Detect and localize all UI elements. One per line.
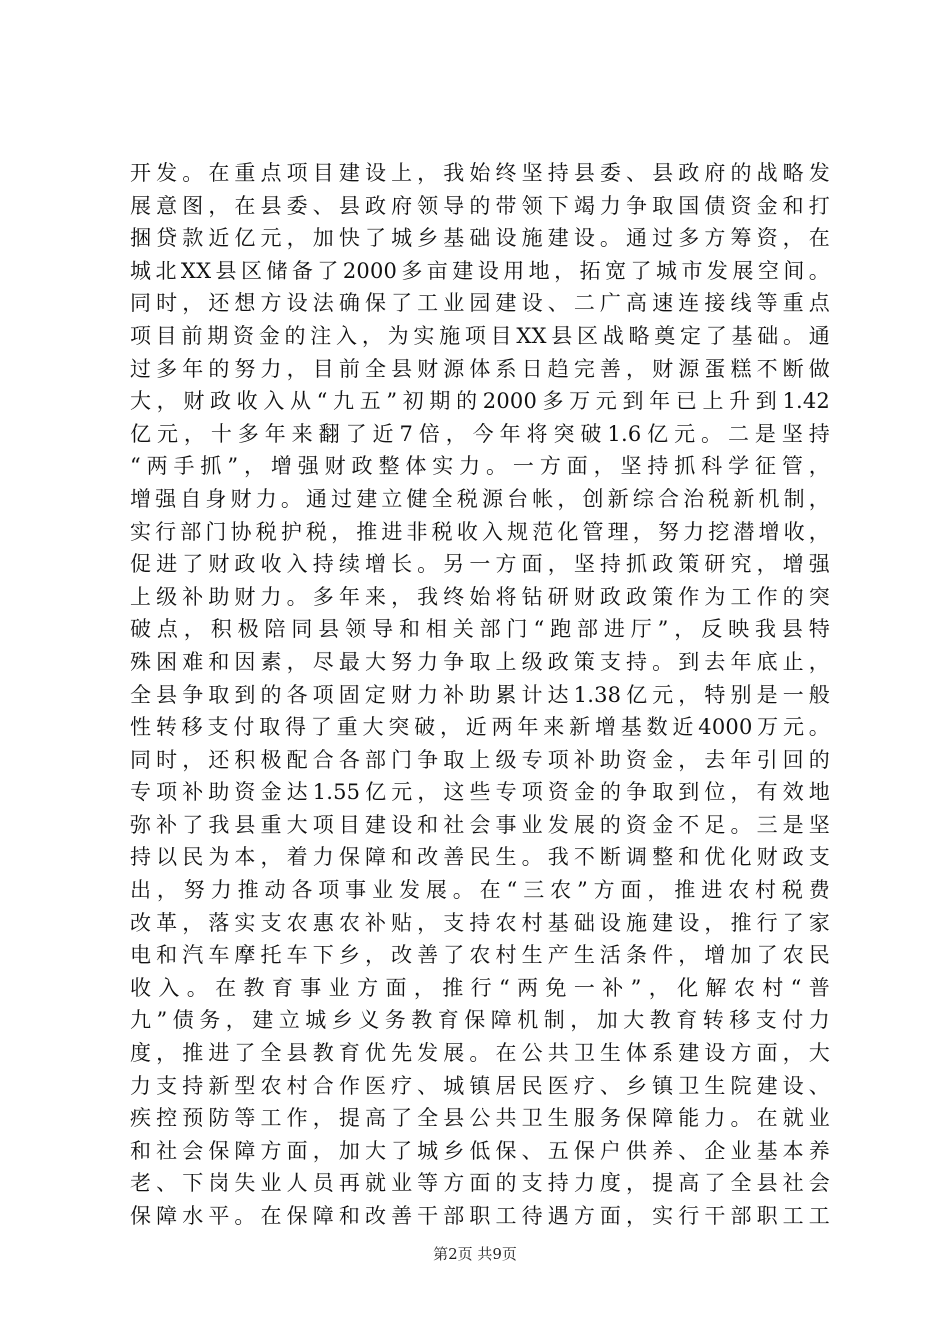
- text-line: 同时，还积极配合各部门争取上级专项补助资金，去年引回的: [130, 747, 830, 772]
- body-text: [130, 157, 830, 1233]
- text-line: 改革，落实支农惠农补贴，支持农村基础设施建设，推行了家: [130, 910, 830, 935]
- text-line: 破点，积极陪同县领导和相关部门“跑部进厅”，反映我县特: [130, 617, 830, 642]
- text-line: 专项补助资金达1.55亿元，这些专项资金的争取到位，有效地: [130, 780, 830, 805]
- text-line: 同时，还想方设法确保了工业园建设、二广高速连接线等重点: [130, 291, 830, 316]
- text-line: 弥补了我县重大项目建设和社会事业发展的资金不足。三是坚: [130, 812, 830, 837]
- text-line: 殊困难和因素，尽最大努力争取上级政策支持。到去年底止，: [130, 649, 830, 674]
- text-line: 性转移支付取得了重大突破，近两年来新增基数近4000万元。: [130, 715, 830, 740]
- text-line: 开发。在重点项目建设上，我始终坚持县委、县政府的战略发: [130, 161, 830, 185]
- text-line: 收入。在教育事业方面，推行“两免一补”，化解农村“普: [130, 975, 830, 1000]
- text-line: 城北XX县区储备了2000多亩建设用地，拓宽了城市发展空间。: [130, 258, 830, 283]
- text-line: 保障水平。在保障和改善干部职工待遇方面，实行干部职工工: [130, 1204, 830, 1228]
- text-line: 疾控预防等工作，提高了全县公共卫生服务保障能力。在就业: [130, 1106, 830, 1131]
- text-line: 增强自身财力。通过建立健全税源台帐，创新综合治税新机制，: [130, 486, 830, 511]
- text-line: 亿元，十多年来翻了近7倍，今年将突破1.6亿元。二是坚持: [130, 421, 830, 446]
- text-line: 捆贷款近亿元，加快了城乡基础设施建设。通过多方筹资，在: [130, 226, 830, 251]
- text-line: 促进了财政收入持续增长。另一方面，坚持抓政策研究，增强: [130, 552, 830, 577]
- text-line: 项目前期资金的注入，为实施项目XX县区战略奠定了基础。通: [130, 323, 830, 348]
- text-line: 实行部门协税护税，推进非税收入规范化管理，努力挖潜增收，: [130, 519, 830, 544]
- text-line: 过多年的努力，目前全县财源体系日趋完善，财源蛋糕不断做: [130, 356, 830, 381]
- text-line: 上级补助财力。多年来，我终始将钻研财政政策作为工作的突: [130, 584, 830, 609]
- text-line: 力支持新型农村合作医疗、城镇居民医疗、乡镇卫生院建设、: [130, 1073, 830, 1098]
- text-line: 和社会保障方面，加大了城乡低保、五保户供养、企业基本养: [130, 1138, 830, 1163]
- text-line: 电和汽车摩托车下乡，改善了农村生产生活条件，增加了农民: [130, 943, 830, 968]
- text-line: 持以民为本，着力保障和改善民生。我不断调整和优化财政支: [130, 845, 830, 870]
- page-number-footer: 第2页 共9页: [433, 1245, 517, 1263]
- text-line: 展意图，在县委、县政府领导的带领下竭力争取国债资金和打: [130, 193, 830, 218]
- text-line: 九”债务，建立城乡义务教育保障机制，加大教育转移支付力: [130, 1008, 830, 1033]
- text-line: 老、下岗失业人员再就业等方面的支持力度，提高了全县社会: [130, 1171, 830, 1196]
- text-line: 大，财政收入从“九五”初期的2000多万元到年已上升到1.42: [130, 389, 830, 414]
- text-line: 全县争取到的各项固定财力补助累计达1.38亿元，特别是一般: [130, 682, 830, 707]
- text-line: 度，推进了全县教育优先发展。在公共卫生体系建设方面，大: [130, 1041, 830, 1066]
- text-line: 出，努力推动各项事业发展。在“三农”方面，推进农村税费: [130, 878, 830, 903]
- text-line: “两手抓”，增强财政整体实力。一方面，坚持抓科学征管，: [130, 454, 830, 479]
